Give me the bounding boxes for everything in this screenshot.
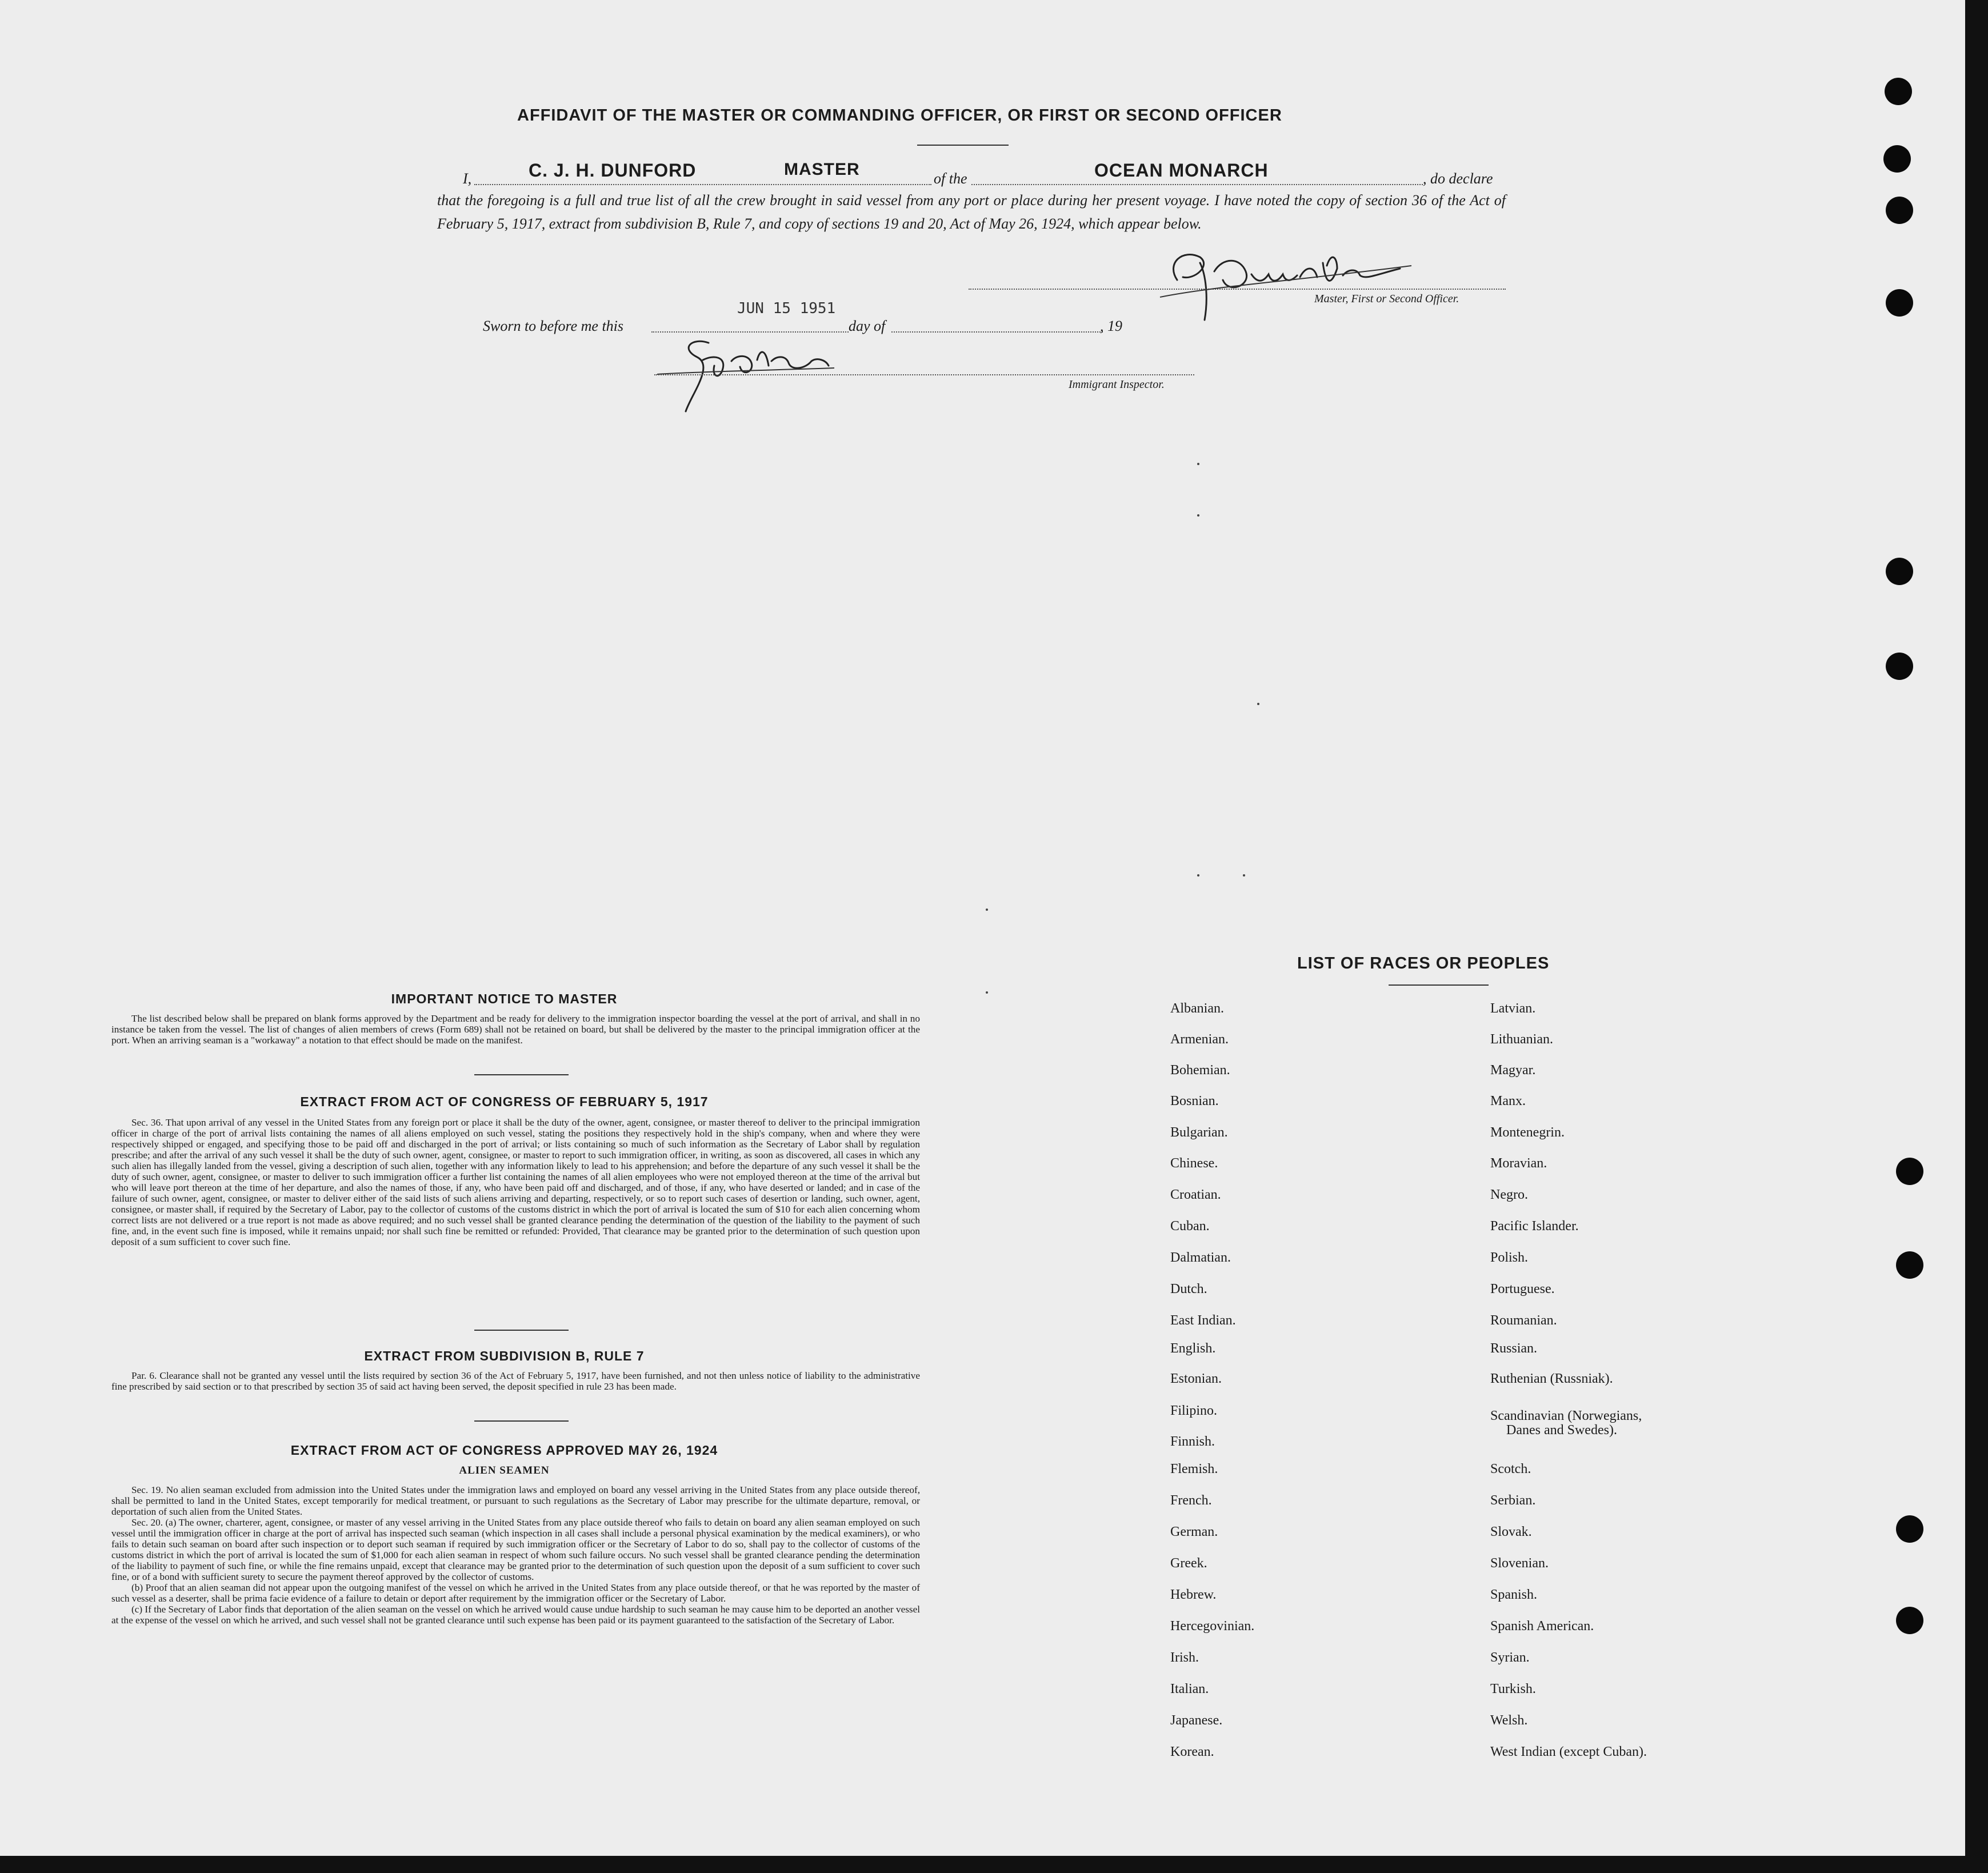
race-item: Bosnian. [1170,1094,1219,1108]
punch-hole [1885,78,1912,105]
races-divider [1389,984,1489,986]
race-item: Serbian. [1490,1493,1536,1508]
extract-1917-title: EXTRACT FROM ACT OF CONGRESS OF FEBRUARY 5, 1917 [300,1094,709,1109]
race-item: Spanish American. [1490,1619,1594,1634]
races-title: LIST OF RACES OR PEOPLES [1297,954,1550,972]
extract-1917-body [111,1117,920,1247]
inspector-caption: Immigrant Inspector. [1069,378,1165,391]
inspector-line [654,374,1194,375]
speck [1243,874,1245,877]
speck [986,909,988,911]
month-line [891,331,1103,333]
declaration-text: that the foregoing is a full and true list of all the crew brought in said vessel from any port or place during her present voyage. I have noted the copy of section 36 of the Act of February 5, 1917, extract from subdivision B, Rule 7, and copy of sections 19 and 20, Act of May 26, 1924, which appear below. [437,192,1506,232]
race-item: English. [1170,1341,1216,1356]
extract-1924-title: EXTRACT FROM ACT OF CONGRESS APPROVED MAY 26, 1924 [290,1443,718,1458]
race-item: Bohemian. [1170,1063,1230,1078]
sec-20a-paragraph: Sec. 20. (a) The owner, charterer, agent, consignee, or master of any vessel arriving in the United States from any place outside thereof who fails to detain on board any alien seaman employed on such vessel until the immigration officer in charge at the port of arrival has inspected such seaman (which inspection in all cases shall include a personal physical examination by the medical examiners), or who fails to detain such seaman on board after such inspection or to deport such seaman if required by such immigration officer or the Secretary of Labor to do so, shall pay to the collector of customs of the customs district in which the port of arrival is located the sum of $1,000 for each alien seaman in respect of whom such failure occurs. No such vessel shall be granted clearance pending the determination of the liability to payment of such fine, or while the fine remains unpaid, except that clearance may be granted prior to the determination of such question upon the deposit of a sum sufficient to cover such fine, or of a bond with sufficient surety to secure the payment thereof approved by the collector of customs. [111,1517,920,1582]
of-the-label: of the [934,170,967,187]
race-item: East Indian. [1170,1313,1236,1328]
sec-19-paragraph: Sec. 19. No alien seaman excluded from admission into the United States under the immigration laws and employed on board any vessel arriving in the United States from any place outside thereof, shall be permitted to land in the United States, except temporarily for medical treatment, or pursuant to such regulations as the Secretary of Labor may prescribe for the ultimate departure, removal, or deportation of such alien from the United States. [111,1484,920,1517]
race-item: Magyar. [1490,1063,1536,1078]
race-item: German. [1170,1524,1218,1539]
scan-border-right [1965,0,1988,1873]
race-item: Montenegrin. [1490,1125,1565,1140]
race-item: Slovenian. [1490,1556,1549,1571]
speck [1257,703,1259,705]
punch-hole [1896,1515,1923,1543]
affidavit-title: AFFIDAVIT OF THE MASTER OR COMMANDING OFFICER, OR FIRST OR SECOND OFFICER [517,106,1282,125]
punch-hole [1886,653,1913,680]
vessel-line [971,184,1423,185]
race-item: Irish. [1170,1650,1199,1665]
race-item: Polish. [1490,1250,1529,1265]
sec-20b-paragraph: (b) Proof that an alien seaman did not appear upon the outgoing manifest of the vessel on which he arrived in the United States from any place outside thereof, or that he was reported by the master of such vessel as a deserter, shall be prima facie evidence of a failure to detain or deport after requirement by the immigration officer or the Secretary of Labor. [111,1582,920,1604]
name-line [474,184,931,185]
title-divider [917,145,1009,146]
race-item: Ruthenian (Russniak). [1490,1371,1613,1386]
race-item: Turkish. [1490,1682,1536,1696]
race-item: Estonian. [1170,1371,1222,1386]
race-item: Roumanian. [1490,1313,1557,1328]
race-item: Portuguese. [1490,1282,1555,1296]
extract-rule7-body [111,1370,920,1392]
signature-caption: Master, First or Second Officer. [1314,293,1459,305]
rank: MASTER [784,160,860,179]
speck [1197,874,1199,877]
master-signature [1160,240,1423,331]
day-of-label: day of [849,318,886,334]
race-item: Armenian. [1170,1032,1229,1047]
race-item: Bulgarian. [1170,1125,1228,1140]
race-item: Japanese. [1170,1713,1223,1728]
date-stamp: JUN 15 1951 [737,300,836,317]
extract-1917-paragraph: Sec. 36. That upon arrival of any vessel in the United States from any foreign port or place it shall be the duty of the owner, agent, consignee, or master thereof to deliver to the principal immigration officer in charge of the port of arrival lists containing the names of all aliens employed on such vessel, stating the positions they respectively hold in the ship's company, when and where they were respectively shipped or engaged, and specifying those to be paid off and discharged in the port of arrival; or lists containing so much of such information as the Secretary of Labor shall by regulation prescribe; and after the arrival of any such vessel it shall be the duty of such owner, agent, consignee, or master to report to such immigration officer, in writing, as soon as discovered, all cases in which any such alien has illegally landed from the vessel, giving a description of such alien, together with any information likely to lead to his apprehension; and before the departure of any such vessel it shall be the duty of such owner, agent, consignee, or master to deliver to such immigration officer a further list containing the names of all alien employees who were not employed thereon at the time of the arrival but who will leave port thereon at the time of her departure, and also the names of those, if any, who have been paid off and discharged, and of those, if any, who have deserted or landed; and in case of the failure of such owner, agent, consignee, or master to deliver either of the said lists of such aliens arriving and departing, respectively, or so to report such cases of desertion or landing, such owner, agent, consignee, or master shall, if required by the Secretary of Labor, pay to the collector of customs of the customs district in which the port of arrival is located the sum of $10 for each alien concerning whom correct lists are not delivered or a true report is not made as above required; and no such vessel shall be granted clearance pending the determination of the question of the liability to the payment of such fine, and, in the event such fine is imposed, while it remains unpaid; nor shall such fine be remitted or refunded: Provided, That clearance may be granted prior to the determination of such question upon deposit of a sum sufficient to cover such fine. [111,1117,920,1247]
race-item: Scandinavian (Norwegians, [1490,1408,1642,1423]
race-item: Latvian. [1490,1001,1536,1016]
race-item: Lithuanian. [1490,1032,1553,1047]
race-item: Cuban. [1170,1219,1210,1234]
section-divider [474,1074,569,1075]
punch-hole [1896,1251,1923,1279]
extract-1924-body [111,1484,920,1626]
punch-hole [1886,197,1913,224]
race-item: Hebrew. [1170,1587,1217,1602]
race-item: Moravian. [1490,1156,1547,1171]
punch-hole [1883,145,1911,173]
section-divider [474,1420,569,1422]
extract-rule7-paragraph: Par. 6. Clearance shall not be granted any vessel until the lists required by section 36 of the Act of February 5, 1917, have been furnished, and not then unless notice of liability to the administrative fine prescribed by said section or to that prescribed by section 35 of said act having been served, the deposit specified in rule 23 has been made. [111,1370,920,1392]
race-item: Korean. [1170,1744,1214,1759]
race-item: Chinese. [1170,1156,1218,1171]
race-item: Dalmatian. [1170,1250,1231,1265]
race-item: Spanish. [1490,1587,1538,1602]
punch-hole [1896,1607,1923,1634]
vessel-name: OCEAN MONARCH [1094,160,1269,181]
speck [986,991,988,994]
master-name: C. J. H. DUNFORD [529,160,697,181]
race-item: Syrian. [1490,1650,1530,1665]
race-item: Slovak. [1490,1524,1532,1539]
speck [1197,514,1199,517]
notice-paragraph: The list described below shall be prepared on blank forms approved by the Department and be ready for delivery to the immigration inspector boarding the vessel at the port of arrival, and shall in no instance be taken from the vessel. The list of changes of alien members of crews (Form 689) shall not be retained on board, but shall be delivered by the master to the principal immigration officer at the port. When an arriving seaman is a "workaway" a notation to that effect should be made on the manifest. [111,1013,920,1046]
speck [1197,463,1199,465]
race-item: Greek. [1170,1556,1207,1571]
race-item: Hercegovinian. [1170,1619,1255,1634]
race-item: West Indian (except Cuban). [1490,1744,1647,1759]
i-label: I, [463,170,472,187]
race-item: Finnish. [1170,1434,1215,1449]
punch-hole [1886,558,1913,585]
race-item: Negro. [1490,1187,1528,1202]
race-item: Welsh. [1490,1713,1528,1728]
race-item: Dutch. [1170,1282,1207,1296]
scan-border-bottom [0,1856,1988,1873]
punch-hole [1896,1158,1923,1185]
do-declare-label: , do declare [1423,170,1493,187]
section-divider [474,1330,569,1331]
punch-hole [1886,289,1913,317]
race-item: Russian. [1490,1341,1538,1356]
race-item: Danes and Swedes). [1506,1423,1617,1438]
sworn-label: Sworn to before me this [483,318,624,334]
year-prefix: , 19 [1100,318,1122,334]
race-item: Croatian. [1170,1187,1221,1202]
race-item: Pacific Islander. [1490,1219,1579,1234]
race-item: Scotch. [1490,1462,1531,1476]
race-item: Italian. [1170,1682,1209,1696]
extract-rule7-title: EXTRACT FROM SUBDIVISION B, RULE 7 [364,1348,645,1363]
inspector-signature [657,326,874,417]
notice-body [111,1013,920,1046]
extract-1924-subtitle: ALIEN SEAMEN [459,1464,550,1476]
race-item: Filipino. [1170,1403,1218,1418]
race-item: French. [1170,1493,1212,1508]
sec-20c-paragraph: (c) If the Secretary of Labor finds that deportation of the alien seaman on the vessel on which he arrived would cause undue hardship to such seaman he may cause him to be deported an another vessel at the expense of the vessel on which he arrived, and such vessel shall not be granted clearance until such expense has been paid or its payment guaranteed to the satisfaction of the Secretary of Labor. [111,1604,920,1626]
race-item: Albanian. [1170,1001,1224,1016]
race-item: Manx. [1490,1094,1526,1108]
race-item: Flemish. [1170,1462,1218,1476]
notice-title: IMPORTANT NOTICE TO MASTER [391,991,618,1006]
